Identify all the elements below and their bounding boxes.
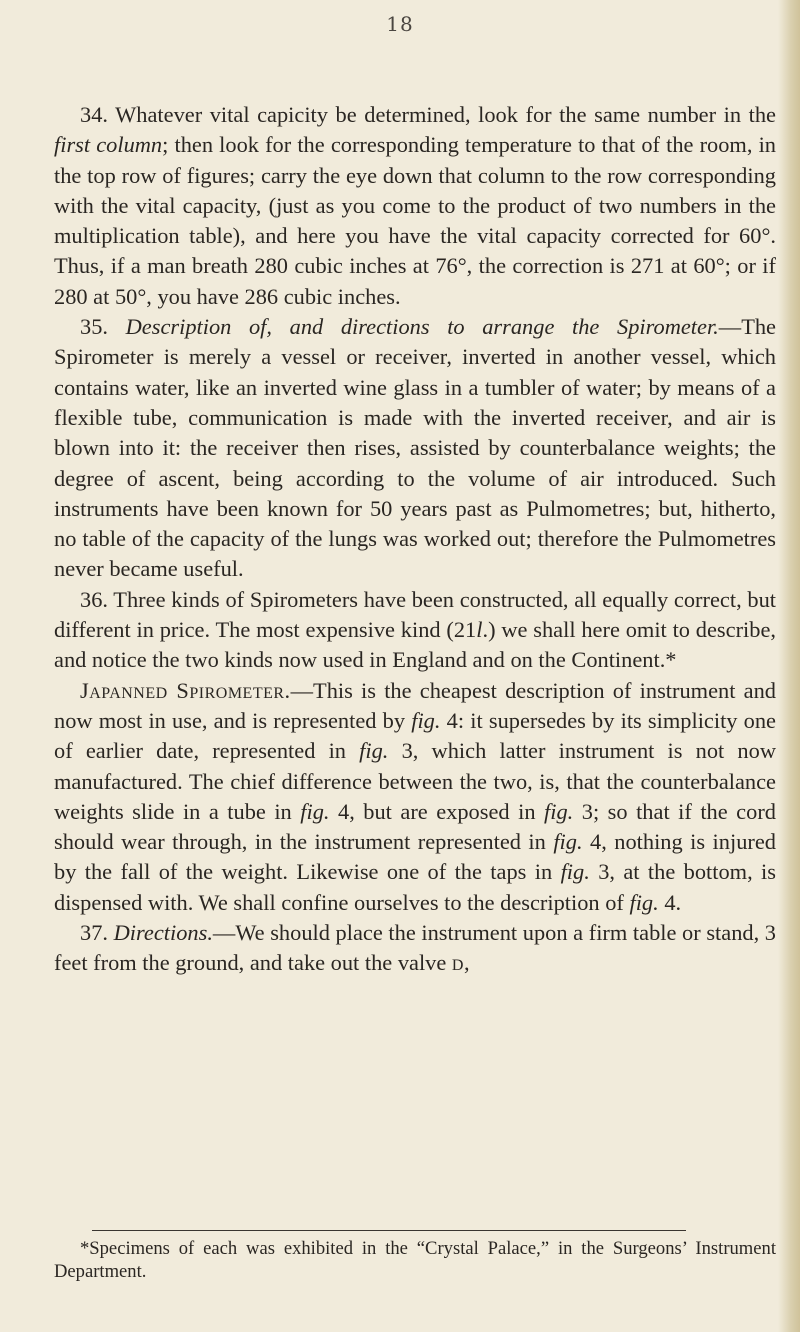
footnote-text: *Specimens of each was exhibited in the “Crystal Palace,” in the Surgeons’ Instrument Department. xyxy=(54,1238,776,1282)
section-heading-directions: Directions. xyxy=(113,920,213,946)
section-heading-japanned: Japanned Spirometer. xyxy=(80,677,291,703)
paragraph-japanned-spirometer: Japanned Spirometer.—This is the cheapest description of instrument and now most in use, and is represented by fig. 4: it supersedes by its simplicity one of earlier date, represented in fig. 3, which latter instrument is not now manufactured. The chief difference between the two, is, that the counterbalance weights slide in a tube in fig. 4, but are exposed in fig. 3; so that if the cord should wear through, in the instrument represented in fig. 4, nothing is injured by the fall of the weight. Likewise one of the taps in fig. 3, at the bottom, is dispensed with. We shall confine ourselves to the description of fig. 4. xyxy=(54,677,776,915)
emphasis-first-column: first column xyxy=(54,132,163,158)
paragraph-34: 34. Whatever vital capicity be determined, look for the same number in the first column; then look for the corresponding temperature to that of the room, in the top row of figures; carry the eye down that column to the row corresponding with the vital capacity, (just as you come to the product of two numbers in the multiplication table), and here you have the vital capacity corrected for 60°. Thus, if a man breath 280 cubic inches at 76°, the correction is 271 at 60°; or if 280 at 50°, you have 286 cubic inches. xyxy=(54,102,776,309)
footnote-divider xyxy=(92,1230,686,1231)
paragraph-35: 35. Description of, and directions to arrange the Spirometer.—The Spirometer is merely a vessel or receiver, inverted in another vessel, which contains water, like an inverted wine glass in a tumbler of water; by means of a flexible tube, communication is made with the inverted receiver, and air is blown into it: the receiver then rises, assisted by counterbalance weights; the degree of ascent, being according to the volume of air introduced. Such instruments have been known for 50 years past as Pulmometres; but, hitherto, no table of the capacity of the lungs was worked out; therefore the Pulmometres never became useful. xyxy=(54,314,776,582)
page-number: 18 xyxy=(386,12,414,36)
body-text xyxy=(54,100,776,979)
footnote xyxy=(54,1238,776,1283)
paragraph-37: 37. Directions.—We should place the instrument upon a firm table or stand, 3 feet from the ground, and take out the valve d, xyxy=(54,920,776,976)
page-binding-shadow xyxy=(778,0,800,1332)
section-heading-description: Description of, and directions to arrange the Spirometer. xyxy=(125,314,719,340)
paragraph-36: 36. Three kinds of Spirometers have been constructed, all equally correct, but different in price. The most expensive kind (21l.) we shall here omit to describe, and notice the two kinds now used in England and on the Continent.* xyxy=(54,586,776,673)
